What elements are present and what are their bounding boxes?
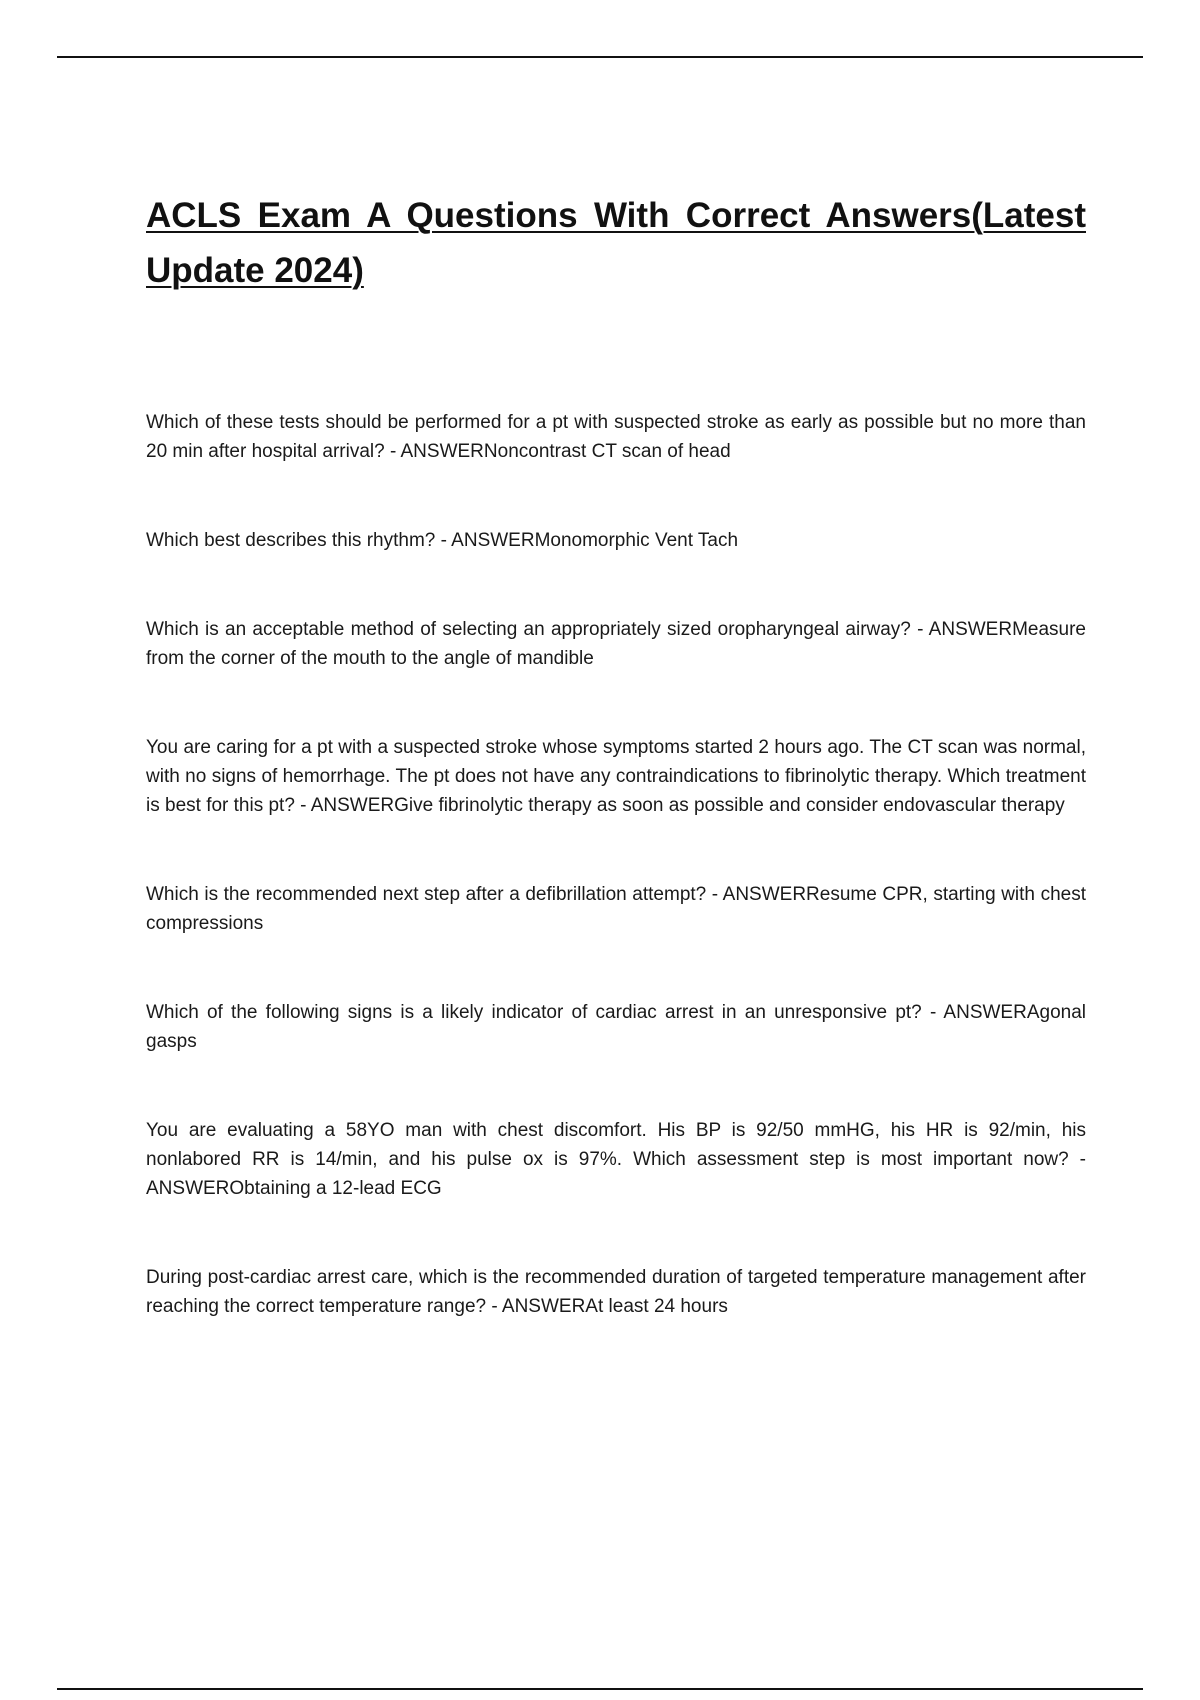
- document-body: [146, 188, 1086, 1381]
- qa-text: Which of the following signs is a likely indicator of cardiac arrest in an unresponsive pt? - ANSWERAgonal gasps: [146, 1002, 1086, 1052]
- qa-item: [146, 615, 1086, 673]
- qa-text: During post-cardiac arrest care, which is the recommended duration of targeted temperature management after reaching the correct temperature range? - ANSWERAt least 24 hours: [146, 1267, 1086, 1317]
- qa-item: [146, 1116, 1086, 1203]
- qa-item: [146, 733, 1086, 820]
- qa-item: [146, 880, 1086, 938]
- header-rule: [57, 56, 1143, 58]
- document-title: ACLS Exam A Questions With Correct Answers(Latest Update 2024): [146, 196, 1086, 290]
- qa-text: Which best describes this rhythm? - ANSWERMonomorphic Vent Tach: [146, 530, 739, 551]
- qa-text: Which of these tests should be performed for a pt with suspected stroke as early as possible but no more than 20 min after hospital arrival? - ANSWERNoncontrast CT scan of head: [146, 412, 1086, 462]
- qa-list: [146, 408, 1086, 1321]
- qa-item: [146, 526, 1086, 555]
- qa-text: You are caring for a pt with a suspected stroke whose symptoms started 2 hours ago. The CT scan was normal, with no signs of hemorrhage. The pt does not have any contraindications to fibrinolytic therapy. Which treatment is best for this pt? - ANSWERGive fibrinolytic therapy as soon as possible and consider endovascular therapy: [146, 737, 1086, 816]
- qa-text: Which is the recommended next step after a defibrillation attempt? - ANSWERResume CPR, starting with chest compressions: [146, 884, 1086, 934]
- qa-item: [146, 998, 1086, 1056]
- footer-rule: [57, 1688, 1143, 1690]
- qa-item: [146, 1263, 1086, 1321]
- qa-text: Which is an acceptable method of selecting an appropriately sized oropharyngeal airway? - ANSWERMeasure from the corner of the mouth to the angle of mandible: [146, 619, 1086, 669]
- qa-item: [146, 408, 1086, 466]
- qa-text: You are evaluating a 58YO man with chest discomfort. His BP is 92/50 mmHG, his HR is 92/min, his nonlabored RR is 14/min, and his pulse ox is 97%. Which assessment step is most important now? - ANSWERObtaining a 12-lead ECG: [146, 1120, 1086, 1199]
